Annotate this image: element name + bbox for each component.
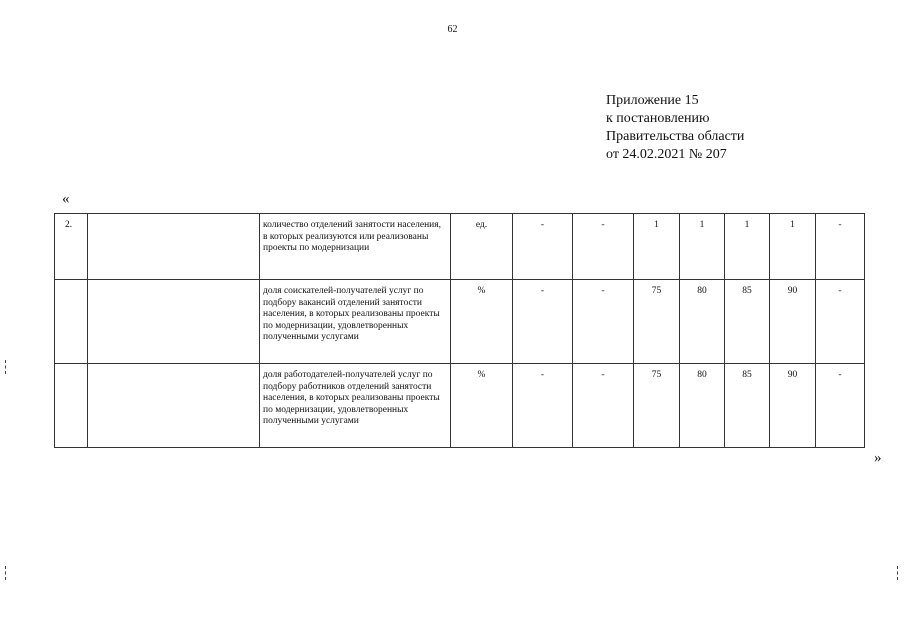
indicators-table <box>54 213 865 448</box>
value-cell: - <box>513 214 573 280</box>
row-number-cell <box>55 214 88 280</box>
value-cell: - <box>816 214 865 280</box>
appendix-line-3: Правительства области <box>606 129 745 144</box>
appendix-line-4: от 24.02.2021 № 207 <box>606 147 727 162</box>
scan-margin-mark <box>5 360 7 374</box>
value-cell: 90 <box>770 280 816 364</box>
value-cell: - <box>573 364 634 448</box>
unit-cell: % <box>451 364 513 448</box>
value-cell: - <box>573 214 634 280</box>
opening-quote: « <box>62 191 70 207</box>
row-number-cell <box>55 364 88 448</box>
indicator-cell: доля соискателей-получателей услуг по подбору вакансий отделений занятости населения, в которых реализованы проекты по модернизации, удовлетворенных полученными услугами <box>260 280 451 364</box>
table-row <box>55 364 865 448</box>
empty-name-cell <box>88 214 260 280</box>
indicator-cell: количество отделений занятости населения, в которых реализуются или реализованы проекты по модернизации <box>260 214 451 280</box>
indicator-cell: доля работодателей-получателей услуг по подбору работников отделений занятости населения, в которых реализованы проекты по модернизации, удовлетворенных полученными услугами <box>260 364 451 448</box>
unit-cell: % <box>451 280 513 364</box>
value-cell: 1 <box>680 214 725 280</box>
value-cell: - <box>513 364 573 448</box>
appendix-line-1: Приложение 15 <box>606 93 699 108</box>
scan-margin-mark <box>5 566 7 580</box>
value-cell: 75 <box>634 280 680 364</box>
value-cell: - <box>513 280 573 364</box>
appendix-header <box>606 92 744 164</box>
row-number-cell <box>55 280 88 364</box>
row-number: 2. <box>65 220 73 230</box>
closing-quote: » <box>874 450 882 466</box>
value-cell: 1 <box>725 214 770 280</box>
appendix-line-2: к постановлению <box>606 111 710 126</box>
empty-name-cell <box>88 364 260 448</box>
scan-margin-mark <box>897 566 899 580</box>
value-cell: - <box>816 280 865 364</box>
page-number: 62 <box>447 24 458 35</box>
table-row <box>55 214 865 280</box>
value-cell: - <box>816 364 865 448</box>
unit-cell: ед. <box>451 214 513 280</box>
value-cell: 80 <box>680 280 725 364</box>
value-cell: 1 <box>634 214 680 280</box>
value-cell: 80 <box>680 364 725 448</box>
value-cell: 1 <box>770 214 816 280</box>
value-cell: - <box>573 280 634 364</box>
value-cell: 90 <box>770 364 816 448</box>
value-cell: 85 <box>725 364 770 448</box>
empty-name-cell <box>88 280 260 364</box>
value-cell: 85 <box>725 280 770 364</box>
table-row <box>55 280 865 364</box>
value-cell: 75 <box>634 364 680 448</box>
